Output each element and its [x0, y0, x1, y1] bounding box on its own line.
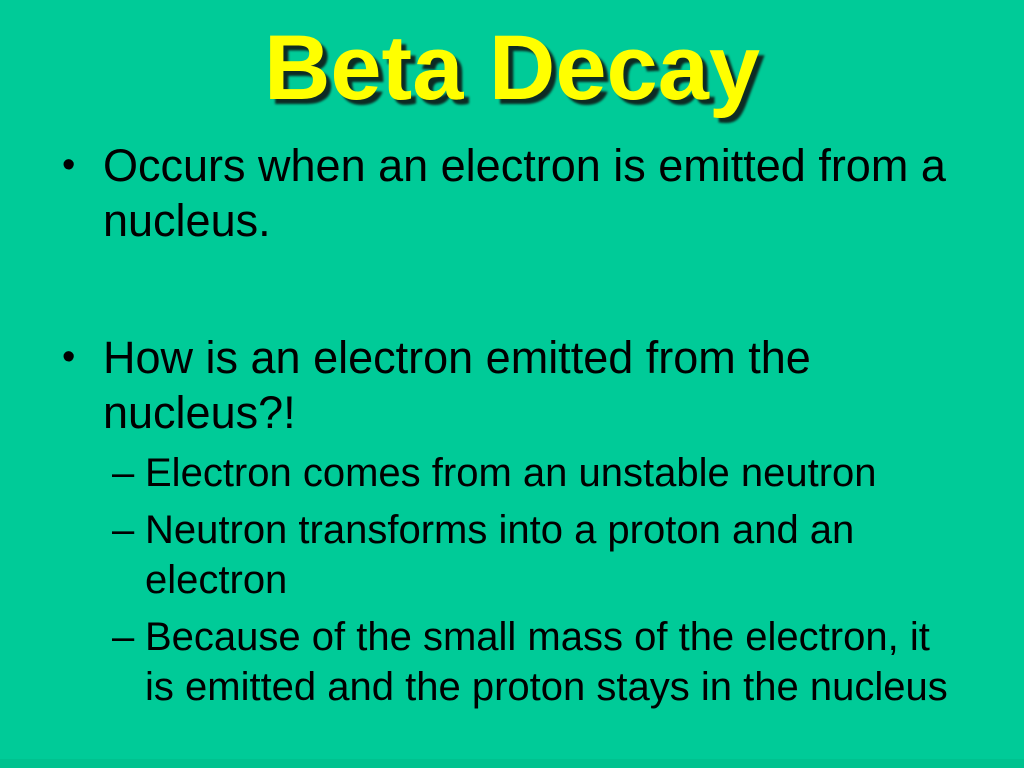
bullet-item: [0, 330, 1024, 440]
bullet-text-line: Occurs when an electron is emitted from a: [103, 140, 946, 191]
slide-title: Beta Decay: [263, 17, 761, 119]
bullet-item: [0, 138, 1024, 248]
dash-marker: –: [112, 451, 135, 495]
bullet-text-line: Electron comes from an unstable neutron: [145, 451, 877, 495]
sub-bullet-item: [0, 448, 1024, 498]
dash-marker: –: [112, 508, 135, 552]
bullet-text-line: is emitted and the proton stays in the nucleus: [145, 665, 948, 709]
bullet-dot-marker: •: [62, 144, 76, 186]
bottom-edge-strip: [0, 759, 1024, 768]
bullet-text: [145, 448, 877, 498]
dash-marker: –: [112, 615, 135, 659]
bullet-text: [103, 330, 811, 440]
bullet-text-line: How is an electron emitted from the: [103, 332, 811, 383]
sub-bullet-item: [0, 505, 1024, 605]
bullet-list: [0, 138, 1024, 712]
bullet-text: [145, 612, 948, 712]
bullet-dot-marker: •: [62, 336, 76, 378]
sub-bullet-item: [0, 612, 1024, 712]
bullet-text-line: nucleus.: [103, 195, 271, 246]
bullet-text: [103, 138, 946, 248]
bullet-text-line: electron: [145, 558, 288, 602]
bullet-text-line: nucleus?!: [103, 387, 296, 438]
bullet-text-line: Neutron transforms into a proton and an: [145, 508, 855, 552]
bullet-text: [145, 505, 854, 605]
bullet-text-line: Because of the small mass of the electron, it: [145, 615, 930, 659]
